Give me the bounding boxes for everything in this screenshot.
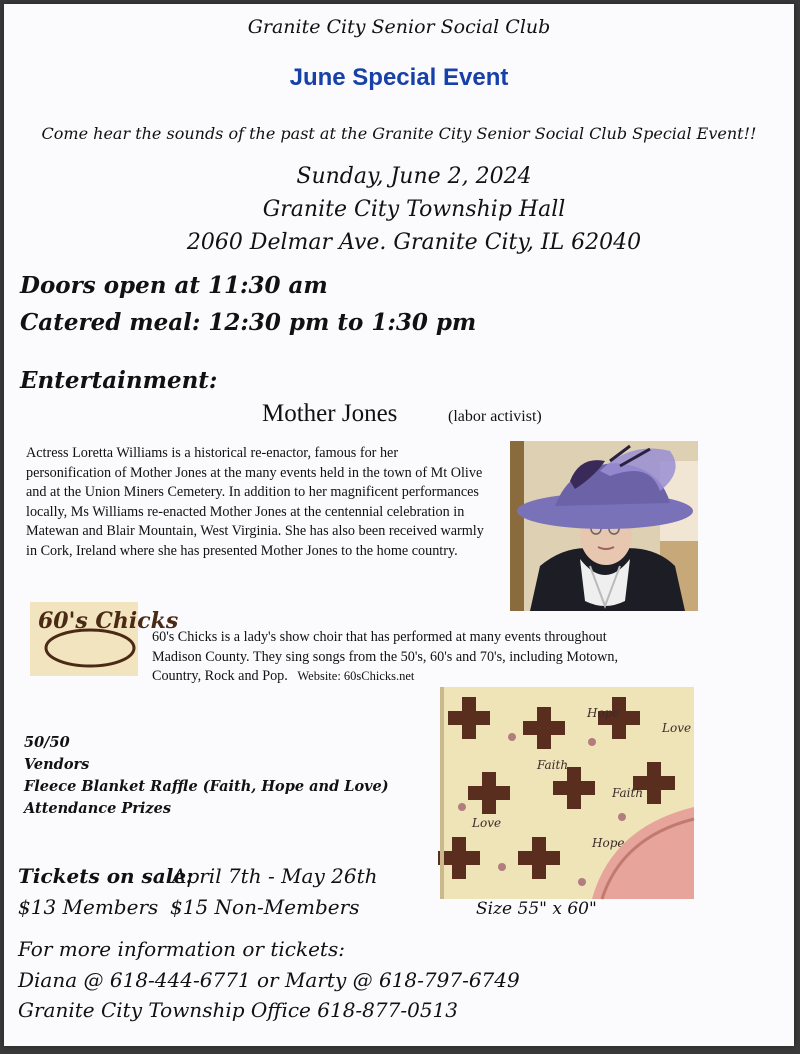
price-members: $13 Members <box>18 895 159 919</box>
chicks-logo <box>30 602 179 676</box>
blanket-photo <box>442 687 694 899</box>
chicks-logo-art <box>30 602 179 676</box>
flyer-page <box>4 4 794 1046</box>
price-non-members: $15 Non-Members <box>170 895 360 919</box>
choir-description-text: 60's Chicks is a lady's show choir that has performed at many events throughout Madison County. They sing songs from the 50's, 60's and 70's, including Motown, Country, Rock and Pop. <box>152 629 618 684</box>
performer-bio: Actress Loretta Williams is a historical re-enactor, famous for her personification of Mother Jones at the many events held in the town of Mt Olive and at the Union Miners Cemetery. In addition to her magnificent performances locally, Ms Williams re-enacted Mother Jones at the centennial celebration in Matewan and Blair Mountain, West Virginia. She has also been received warmly in Cork, Ireland where she has presented Mother Jones to the home country. <box>26 445 484 559</box>
tickets-label: Tickets on sale: <box>18 864 194 888</box>
event-title: June Special Event <box>289 64 509 91</box>
blanket-word-hope-2: Hope <box>592 836 625 850</box>
performer-photo-art <box>510 441 698 611</box>
blanket-word-love: Love <box>662 721 692 735</box>
extras-item: 50/50 <box>24 734 70 751</box>
extras-item: Vendors <box>24 756 90 773</box>
blanket-word-hope: Hope <box>587 706 620 720</box>
meal-time: Catered meal: 12:30 pm to 1:30 pm <box>20 309 477 336</box>
contact-office: Granite City Township Office 618-877-0513 <box>18 998 459 1022</box>
blanket-size: Size 55" x 60" <box>476 899 597 919</box>
event-address: 2060 Delmar Ave. Granite City, IL 62040 <box>186 230 642 255</box>
extras-item: Fleece Blanket Raffle (Faith, Hope and Love) <box>24 778 389 795</box>
choir-description <box>152 628 652 687</box>
club-name: Granite City Senior Social Club <box>247 16 551 38</box>
contact-label: For more information or tickets: <box>18 937 345 961</box>
blanket-word-love-2: Love <box>472 816 502 830</box>
event-date: Sunday, June 2, 2024 <box>296 164 532 189</box>
extras-list <box>24 732 389 820</box>
extras-item: Attendance Prizes <box>24 800 172 817</box>
contact-people: Diana @ 618-444-6771 or Marty @ 618-797-6749 <box>18 968 520 992</box>
performer-role: (labor activist) <box>448 408 542 425</box>
performer-name: Mother Jones <box>262 400 398 427</box>
performer-photo <box>510 441 698 611</box>
doors-open-time: Doors open at 11:30 am <box>20 272 328 299</box>
tickets-dates: April 7th - May 26th <box>172 864 378 888</box>
blanket-word-faith: Faith <box>537 758 569 772</box>
event-venue: Granite City Township Hall <box>262 197 566 222</box>
chicks-logo-text: 60's Chicks <box>38 608 179 634</box>
blanket-word-faith-2: Faith <box>612 786 644 800</box>
event-tagline: Come hear the sounds of the past at the Granite City Senior Social Club Special Event!! <box>41 124 757 143</box>
blanket-photo-art <box>442 687 694 899</box>
choir-website: Website: 60sChicks.net <box>297 669 415 683</box>
entertainment-heading: Entertainment: <box>20 367 218 394</box>
